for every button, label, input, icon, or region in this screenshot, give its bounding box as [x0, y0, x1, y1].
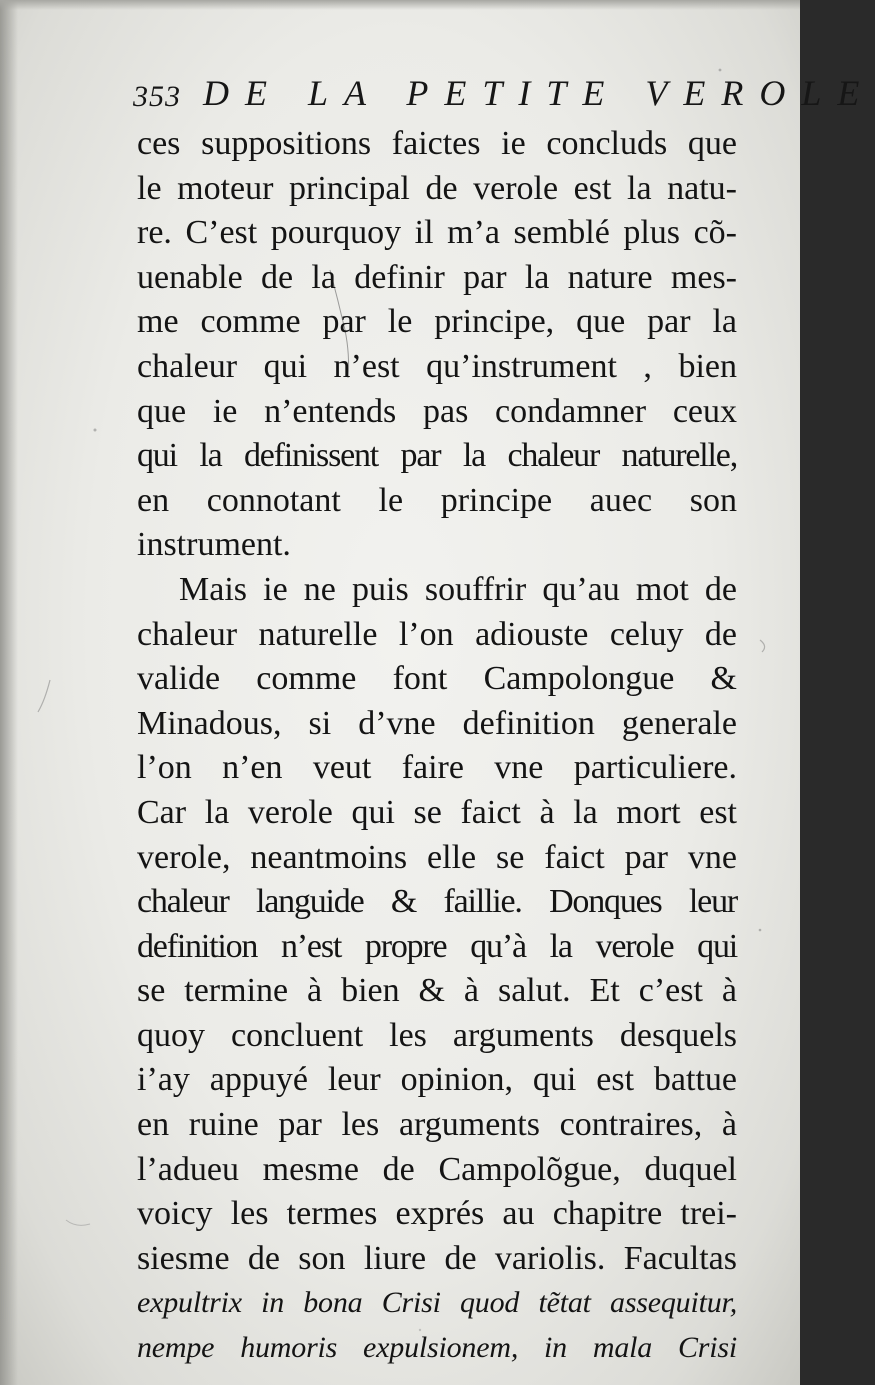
- paper-fiber: [38, 680, 50, 712]
- text-line-paragraph-start: Mais ie ne puis souffrir qu’au mot de: [179, 570, 737, 608]
- text-line: voicy les termes exprés au chapitre trei-: [137, 1195, 737, 1233]
- paper-speck: [719, 69, 722, 72]
- paper-fiber: [66, 1220, 90, 1225]
- page-number: 353: [133, 80, 181, 113]
- running-title: DE LA PETITE VEROLE: [203, 73, 875, 113]
- text-line: Car la verole qui se faict à la mort est: [137, 793, 737, 831]
- text-line: chaleur qui n’est qu’instrument , bien: [137, 347, 737, 385]
- text-line-latin-quote: expultrix in bona Crisi quod tẽtat assequitur,: [137, 1286, 737, 1320]
- text-line: verole, neantmoins elle se faict par vne: [137, 838, 737, 876]
- text-line: quoy concluent les arguments desquels: [137, 1016, 737, 1054]
- text-line: re. C’est pourquoy il m’a semblé plus cõ-: [137, 214, 737, 252]
- text-line: chaleur languide & faillie. Donques leur: [137, 883, 737, 921]
- text-line-paragraph-end: instrument.: [137, 526, 291, 564]
- paper-speck: [759, 929, 762, 932]
- paper-speck: [94, 429, 97, 432]
- text-line: chaleur naturelle l’on adiouste celuy de: [137, 615, 737, 653]
- text-line: siesme de son liure de variolis. Facultas: [137, 1239, 737, 1277]
- text-line: Minadous, si d’vne definition generale: [137, 704, 737, 742]
- page-edge-shadow-left: [0, 0, 18, 1385]
- text-line: qui la definissent par la chaleur naturelle,: [137, 437, 737, 475]
- text-line: definition n’est propre qu’à la verole qui: [137, 927, 737, 965]
- text-line: le moteur principal de verole est la natu-: [137, 169, 737, 207]
- text-line: i’ay appuyé leur opinion, qui est battue: [137, 1061, 737, 1099]
- text-line: l’adueu mesme de Campolõgue, duquel: [137, 1150, 737, 1188]
- page-edge-shadow-top: [0, 0, 800, 10]
- body-text: [137, 122, 737, 1371]
- text-line: valide comme font Campolongue &: [137, 660, 737, 698]
- text-line: se termine à bien & à salut. Et c’est à: [137, 972, 737, 1010]
- text-line: uenable de la definir par la nature mes-: [137, 258, 737, 296]
- text-line-latin-quote: nempe humoris expulsionem, in mala Crisi: [137, 1331, 737, 1365]
- text-line: que ie n’entends pas condamner ceux: [137, 392, 737, 430]
- text-line: me comme par le principe, que par la: [137, 303, 737, 341]
- text-line: l’on n’en veut faire vne particuliere.: [137, 749, 737, 787]
- paper-fiber: [760, 640, 765, 652]
- text-line: en connotant le principe auec son: [137, 481, 737, 519]
- text-line: ces suppositions faictes ie concluds que: [137, 125, 737, 162]
- text-line: en ruine par les arguments contraires, à: [137, 1106, 737, 1144]
